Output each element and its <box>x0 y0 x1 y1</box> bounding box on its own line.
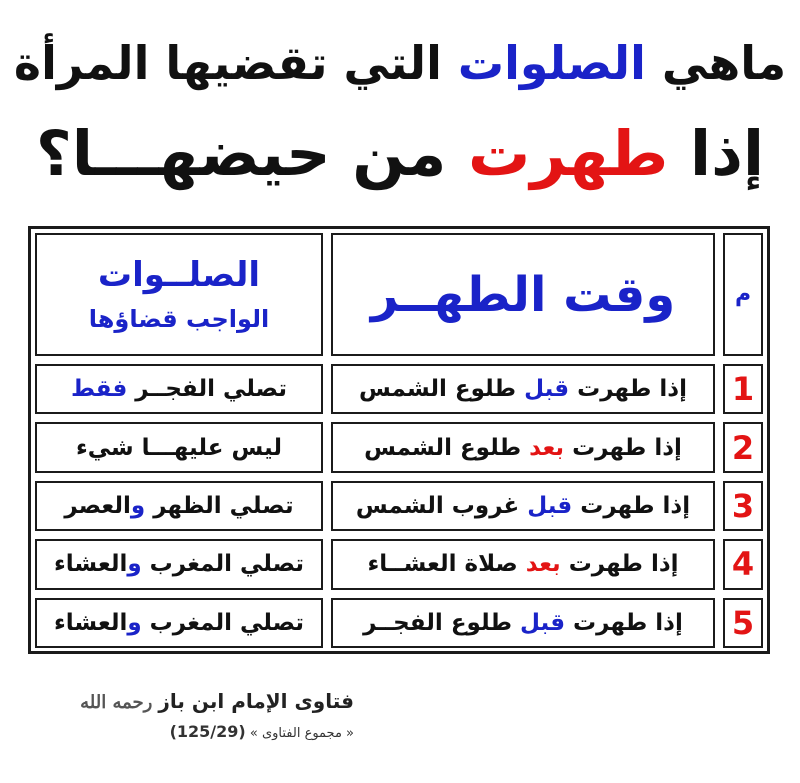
row-prayers-keyword: و <box>127 609 142 636</box>
row-time-keyword: قبل <box>527 492 573 519</box>
header-number-cell: م <box>723 233 763 356</box>
row-prayers-text: تصلي المغرب والعشاء <box>54 609 304 636</box>
row-time-cell <box>331 481 715 531</box>
row-time-keyword: قبل <box>520 609 566 636</box>
row-number: 1 <box>731 370 755 409</box>
table-row <box>31 535 767 593</box>
row-time-keyword: قبل <box>524 376 570 403</box>
row-prayers-keyword: و <box>130 492 146 519</box>
row-number-cell <box>723 422 763 472</box>
row-prayers-cell <box>35 422 323 472</box>
citation-reference: (125/29) <box>169 722 246 741</box>
citation-collection: « مجموع الفتاوى » <box>249 726 354 741</box>
table-row <box>31 418 767 476</box>
title-highlight-prayers: الصلوات <box>457 36 646 90</box>
row-prayers-text: تصلي الظهر والعصر <box>64 492 294 519</box>
row-prayers-keyword: فقط <box>71 376 128 403</box>
table-row <box>31 477 767 535</box>
row-prayers-keyword: و <box>127 551 142 578</box>
citation-honorific: رحمه الله <box>80 692 153 713</box>
row-time-cell <box>331 364 715 414</box>
row-time-text: إذا طهرت قبل طلوع الشمس <box>359 376 687 403</box>
row-number: 5 <box>731 603 755 642</box>
row-prayers-text: ليس عليهـــا شيء <box>75 434 283 461</box>
row-time-text: إذا طهرت بعد صلاة العشــاء <box>367 551 679 578</box>
row-number-cell <box>723 539 763 589</box>
row-number-cell <box>723 481 763 531</box>
row-number: 2 <box>731 428 755 467</box>
row-time-cell <box>331 598 715 648</box>
row-prayers-cell <box>35 598 323 648</box>
page-title-line2: إذا طهرت من حيضهـــا؟ <box>35 117 765 190</box>
page-title-line1: ماهي الصلوات التي تقضيها المرأة <box>13 36 787 90</box>
citation <box>80 686 354 746</box>
row-prayers-text: تصلي الفجــر فقط <box>71 376 287 403</box>
row-time-cell <box>331 539 715 589</box>
table-row <box>31 360 767 418</box>
prayers-table <box>28 226 770 654</box>
row-number: 3 <box>731 486 755 525</box>
row-time-keyword: بعد <box>525 551 561 578</box>
row-prayers-cell <box>35 364 323 414</box>
row-prayers-text: تصلي المغرب والعشاء <box>54 551 304 578</box>
row-number-cell <box>723 598 763 648</box>
row-time-keyword: بعد <box>529 434 565 461</box>
row-number: 4 <box>731 545 755 584</box>
row-time-cell <box>331 422 715 472</box>
row-prayers-cell <box>35 539 323 589</box>
header-prayers-cell: الصلــوات الواجب قضاؤها <box>35 233 323 356</box>
table-header-row <box>31 229 767 360</box>
citation-source: فتاوى الإمام ابن باز <box>158 689 354 713</box>
row-prayers-cell <box>35 481 323 531</box>
row-time-text: إذا طهرت قبل طلوع الفجــر <box>363 609 683 636</box>
row-number-cell <box>723 364 763 414</box>
header-time-cell: وقت الطهــر <box>331 233 715 356</box>
title-highlight-purified: طهرت <box>468 117 669 190</box>
row-time-text: إذا طهرت قبل غروب الشمس <box>355 492 691 519</box>
row-time-text: إذا طهرت بعد طلوع الشمس <box>364 434 682 461</box>
table-row <box>31 594 767 652</box>
